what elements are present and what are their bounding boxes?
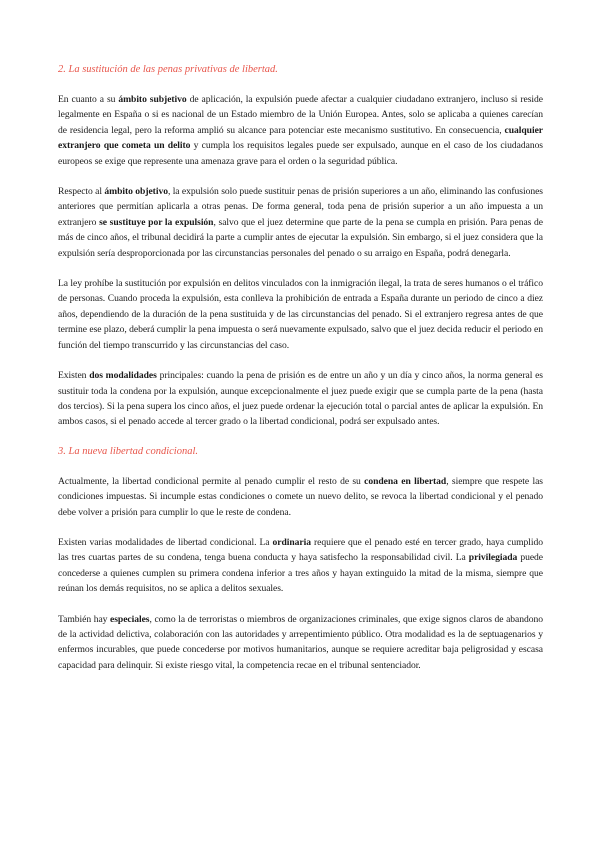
bold-term: dos modalidades	[89, 370, 157, 382]
bold-term: privilegiada	[468, 552, 518, 564]
bold-term: se sustituye por la expulsión	[99, 216, 214, 228]
bold-term: ámbito subjetivo	[118, 94, 187, 105]
text-run: principales: cuando la pena de prisión es de entre un año y un día y cinco años, la norma general es sustituir toda la condena por la expulsión, aunque excepcionalmente el juez puede exigir que se cumpla parte de la pena (hasta dos tercios). Si la pena supera los cinco años, el juez puede ordenar la ejecución total o parcial antes de aplicar la expulsión. En ambos casos, si el penado accede al tercer grado o la libertad condicional, podrá ser expulsado antes.	[58, 370, 543, 428]
text-run: puede concederse a quienes cumplen su primera condena inferior a tres años y hayan extinguido la mitad de la misma, siempre que reúnan los demás requisitos, no se aplica a delitos sexuales.	[58, 552, 543, 595]
text-run: Actualmente, la libertad condicional permite al penado cumplir el resto de su	[58, 475, 365, 487]
text-run: En cuanto a su	[58, 94, 119, 105]
text-run: , siempre que respete las condiciones impuestas. Si incumple estas condiciones o comete un nuevo delito, se revoca la libertad condicional y el penado debe volver a prisión para cumplir lo que le reste de condena.	[58, 475, 543, 518]
bold-term: cualquier extranjero que cometa un delito	[58, 124, 543, 152]
paragraph-modalidades	[58, 368, 543, 430]
section-heading-sustitucion: 2. La sustitución de las penas privativas de libertad.	[58, 64, 278, 75]
bold-term: condena en libertad	[364, 475, 447, 487]
paragraph-ambito-subjetivo	[58, 92, 543, 169]
bold-term: especiales	[110, 613, 150, 625]
text-run: , como la de terroristas o miembros de organizaciones criminales, que exige signos claros de abandono de la actividad delictiva, colaboración con las autoridades y arrepentimiento público. Otra modalidad es la de septuagenarios y enfermos incurables, que puede concederse por motivos humanitarios, aunque se requiere acreditar baja peligrosidad y escasa capacidad para delinquir. Si existe riesgo vital, la competencia recae en el tribunal sentenciador.	[58, 613, 543, 671]
paragraph-modalidades-libertad	[58, 535, 543, 597]
text-run: La ley prohíbe la sustitución por expulsión en delitos vinculados con la inmigración ilegal, la trata de seres humanos o el tráfico de personas. Cuando proceda la expulsión, esta conlleva la prohibición de entrada a España durante un periodo de cinco a diez años, dependiendo de la duración de la pena sustituida y de las circunstancias del penado. Si el extranjero regresa antes de que termine ese plazo, deberá cumplir la pena impuesta o será nuevamente expulsado, salvo que el juez decida reducir el periodo en función del tiempo transcurrido y las circunstancias del caso.	[58, 278, 543, 351]
paragraph-libertad-condicional	[58, 474, 543, 520]
text-run: Respecto al	[58, 186, 105, 198]
section-heading-libertad-condicional: 3. La nueva libertad condicional.	[58, 445, 198, 457]
text-run: Existen	[58, 370, 90, 382]
paragraph-prohibicion	[58, 276, 543, 353]
text-run: de aplicación, la expulsión puede afectar a cualquier ciudadano extranjero, incluso si reside legalmente en España o si es nacional de un Estado miembro de la Unión Europea. Antes, solo se aplicaba a quienes carecían de residencia legal, pero la reforma amplió su alcance para potenciar este mecanismo sustitutivo. En consecuencia,	[58, 94, 543, 136]
bold-term: ordinaria	[272, 536, 311, 548]
bold-term: ámbito objetivo	[104, 186, 168, 198]
paragraph-ambito-objetivo	[58, 184, 543, 261]
text-run: , salvo que el juez determine que parte de la pena se cumpla en prisión. Para penas de más de cinco años, el tribunal decidirá la parte a cumplir antes de ejecutar la expulsión. Sin embargo, si el juez considera que la expulsión sería desproporcionada por las circunstancias personales del penado o su arraigo en España, podrá denegarla.	[58, 216, 543, 259]
text-run: requiere que el penado esté en tercer grado, haya cumplido las tres cuartas partes de su condena, tenga buena conducta y haya satisfecho la responsabilidad civil. La	[58, 536, 543, 564]
text-run: y cumpla los requisitos legales puede ser expulsado, aunque en el caso de los ciudadanos europeos se exige que represente una amenaza grave para el orden o la seguridad pública.	[58, 140, 543, 167]
text-run: , la expulsión solo puede sustituir penas de prisión superiores a un año, eliminando las confusiones anteriores que permitían aplicarla a otras penas. De forma general, toda pena de prisión superior a un año impuesta a un extranjero	[58, 186, 543, 228]
paragraph-especiales	[58, 612, 543, 674]
text-run: También hay	[58, 613, 111, 625]
text-run: Existen varias modalidades de libertad condicional. La	[58, 536, 273, 548]
